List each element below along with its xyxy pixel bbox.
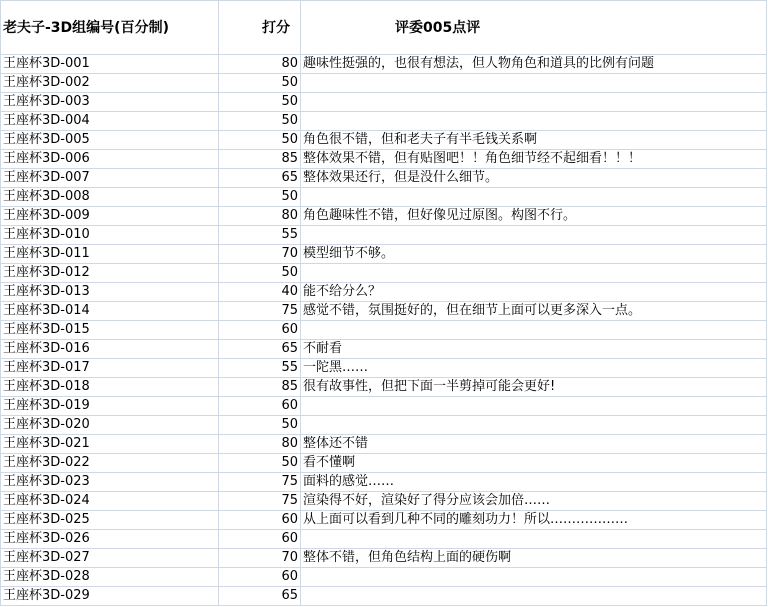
cell-id[interactable]: 王座杯3D-017: [1, 359, 219, 378]
cell-comment[interactable]: 面料的感觉……: [301, 473, 767, 492]
cell-id[interactable]: 王座杯3D-008: [1, 188, 219, 207]
table-row: [1, 131, 767, 150]
cell-comment[interactable]: 角色趣味性不错，但好像见过原图。构图不行。: [301, 207, 767, 226]
table-row: [1, 207, 767, 226]
table-row: [1, 283, 767, 302]
cell-comment[interactable]: 能不给分么？: [301, 283, 767, 302]
cell-score[interactable]: 50: [219, 112, 301, 131]
cell-id[interactable]: 王座杯3D-023: [1, 473, 219, 492]
cell-comment[interactable]: [301, 226, 767, 245]
table-row: [1, 321, 767, 340]
cell-id[interactable]: 王座杯3D-028: [1, 568, 219, 587]
cell-score[interactable]: 70: [219, 245, 301, 264]
cell-score[interactable]: 50: [219, 131, 301, 150]
table-row: [1, 416, 767, 435]
cell-comment[interactable]: [301, 264, 767, 283]
cell-score[interactable]: 80: [219, 207, 301, 226]
cell-comment[interactable]: 看不懂啊: [301, 454, 767, 473]
cell-score[interactable]: 80: [219, 435, 301, 454]
header-cell-id[interactable]: 老夫子-3D组编号(百分制): [1, 1, 219, 55]
cell-comment[interactable]: [301, 74, 767, 93]
cell-comment[interactable]: [301, 188, 767, 207]
table-row: [1, 112, 767, 131]
cell-score[interactable]: 55: [219, 226, 301, 245]
table-row: [1, 245, 767, 264]
cell-id[interactable]: 王座杯3D-026: [1, 530, 219, 549]
cell-id[interactable]: 王座杯3D-018: [1, 378, 219, 397]
table-row: [1, 568, 767, 587]
table-row: [1, 226, 767, 245]
cell-score[interactable]: 70: [219, 549, 301, 568]
cell-id[interactable]: 王座杯3D-014: [1, 302, 219, 321]
table-row: [1, 435, 767, 454]
table-row: [1, 359, 767, 378]
cell-score[interactable]: 60: [219, 397, 301, 416]
cell-id[interactable]: 王座杯3D-010: [1, 226, 219, 245]
table-row: [1, 473, 767, 492]
cell-comment[interactable]: 趣味性挺强的，也很有想法，但人物角色和道具的比例有问题: [301, 55, 767, 74]
table-row: [1, 511, 767, 530]
cell-id[interactable]: 王座杯3D-020: [1, 416, 219, 435]
cell-score[interactable]: 60: [219, 511, 301, 530]
cell-comment[interactable]: [301, 93, 767, 112]
table-row: [1, 302, 767, 321]
cell-id[interactable]: 王座杯3D-029: [1, 587, 219, 606]
cell-id[interactable]: 王座杯3D-015: [1, 321, 219, 340]
cell-id[interactable]: 王座杯3D-002: [1, 74, 219, 93]
table-row: [1, 530, 767, 549]
cell-id[interactable]: 王座杯3D-006: [1, 150, 219, 169]
cell-comment[interactable]: [301, 321, 767, 340]
cell-id[interactable]: 王座杯3D-005: [1, 131, 219, 150]
cell-score[interactable]: 40: [219, 283, 301, 302]
cell-score[interactable]: 75: [219, 473, 301, 492]
cell-id[interactable]: 王座杯3D-019: [1, 397, 219, 416]
cell-comment[interactable]: 从上面可以看到几种不同的雕刻功力！所以………………: [301, 511, 767, 530]
table-row: [1, 93, 767, 112]
cell-id[interactable]: 王座杯3D-003: [1, 93, 219, 112]
cell-comment[interactable]: 整体效果不错，但有贴图吧！！角色细节经不起细看！！！: [301, 150, 767, 169]
cell-score[interactable]: 50: [219, 454, 301, 473]
cell-score[interactable]: 85: [219, 150, 301, 169]
cell-id[interactable]: 王座杯3D-007: [1, 169, 219, 188]
table-row: [1, 378, 767, 397]
cell-comment[interactable]: [301, 568, 767, 587]
cell-id[interactable]: 王座杯3D-027: [1, 549, 219, 568]
cell-id[interactable]: 王座杯3D-009: [1, 207, 219, 226]
cell-score[interactable]: 50: [219, 188, 301, 207]
cell-id[interactable]: 王座杯3D-012: [1, 264, 219, 283]
cell-comment[interactable]: 不耐看: [301, 340, 767, 359]
cell-score[interactable]: 85: [219, 378, 301, 397]
table-row: [1, 188, 767, 207]
cell-score[interactable]: 60: [219, 321, 301, 340]
table-row: [1, 492, 767, 511]
cell-comment[interactable]: 一陀黑……: [301, 359, 767, 378]
cell-comment[interactable]: [301, 587, 767, 606]
cell-id[interactable]: 王座杯3D-011: [1, 245, 219, 264]
table-row: [1, 264, 767, 283]
cell-id[interactable]: 王座杯3D-025: [1, 511, 219, 530]
cell-comment[interactable]: 很有故事性，但把下面一半剪掉可能会更好!: [301, 378, 767, 397]
table-row: [1, 340, 767, 359]
header-cell-score[interactable]: 打分: [219, 1, 301, 55]
cell-comment[interactable]: [301, 112, 767, 131]
cell-comment[interactable]: 感觉不错，氛围挺好的，但在细节上面可以更多深入一点。: [301, 302, 767, 321]
cell-score[interactable]: 50: [219, 264, 301, 283]
header-cell-comment[interactable]: 评委005点评: [301, 1, 767, 55]
cell-score[interactable]: 60: [219, 530, 301, 549]
cell-comment[interactable]: 角色很不错，但和老夫子有半毛钱关系啊: [301, 131, 767, 150]
cell-score[interactable]: 65: [219, 169, 301, 188]
table-row: [1, 169, 767, 188]
cell-score[interactable]: 55: [219, 359, 301, 378]
table-row: [1, 397, 767, 416]
cell-id[interactable]: 王座杯3D-021: [1, 435, 219, 454]
cell-comment[interactable]: [301, 397, 767, 416]
cell-id[interactable]: 王座杯3D-016: [1, 340, 219, 359]
cell-score[interactable]: 65: [219, 340, 301, 359]
cell-id[interactable]: 王座杯3D-004: [1, 112, 219, 131]
cell-comment[interactable]: 渲染得不好，渲染好了得分应该会加倍……: [301, 492, 767, 511]
table-row: [1, 74, 767, 93]
table-row: [1, 549, 767, 568]
cell-id[interactable]: 王座杯3D-013: [1, 283, 219, 302]
table-row: [1, 55, 767, 74]
cell-id[interactable]: 王座杯3D-022: [1, 454, 219, 473]
cell-score[interactable]: 75: [219, 492, 301, 511]
cell-score[interactable]: 80: [219, 55, 301, 74]
cell-score[interactable]: 75: [219, 302, 301, 321]
cell-score[interactable]: 65: [219, 587, 301, 606]
cell-score[interactable]: 50: [219, 416, 301, 435]
cell-score[interactable]: 50: [219, 93, 301, 112]
header-row: [1, 1, 767, 55]
cell-score[interactable]: 50: [219, 74, 301, 93]
cell-comment[interactable]: 整体不错，但角色结构上面的硬伤啊: [301, 549, 767, 568]
table-row: [1, 454, 767, 473]
cell-score[interactable]: 60: [219, 568, 301, 587]
cell-comment[interactable]: 模型细节不够。: [301, 245, 767, 264]
cell-id[interactable]: 王座杯3D-001: [1, 55, 219, 74]
cell-comment[interactable]: 整体还不错: [301, 435, 767, 454]
cell-comment[interactable]: 整体效果还行，但是没什么细节。: [301, 169, 767, 188]
table-row: [1, 150, 767, 169]
table-row: [1, 587, 767, 606]
cell-comment[interactable]: [301, 530, 767, 549]
cell-id[interactable]: 王座杯3D-024: [1, 492, 219, 511]
cell-comment[interactable]: [301, 416, 767, 435]
